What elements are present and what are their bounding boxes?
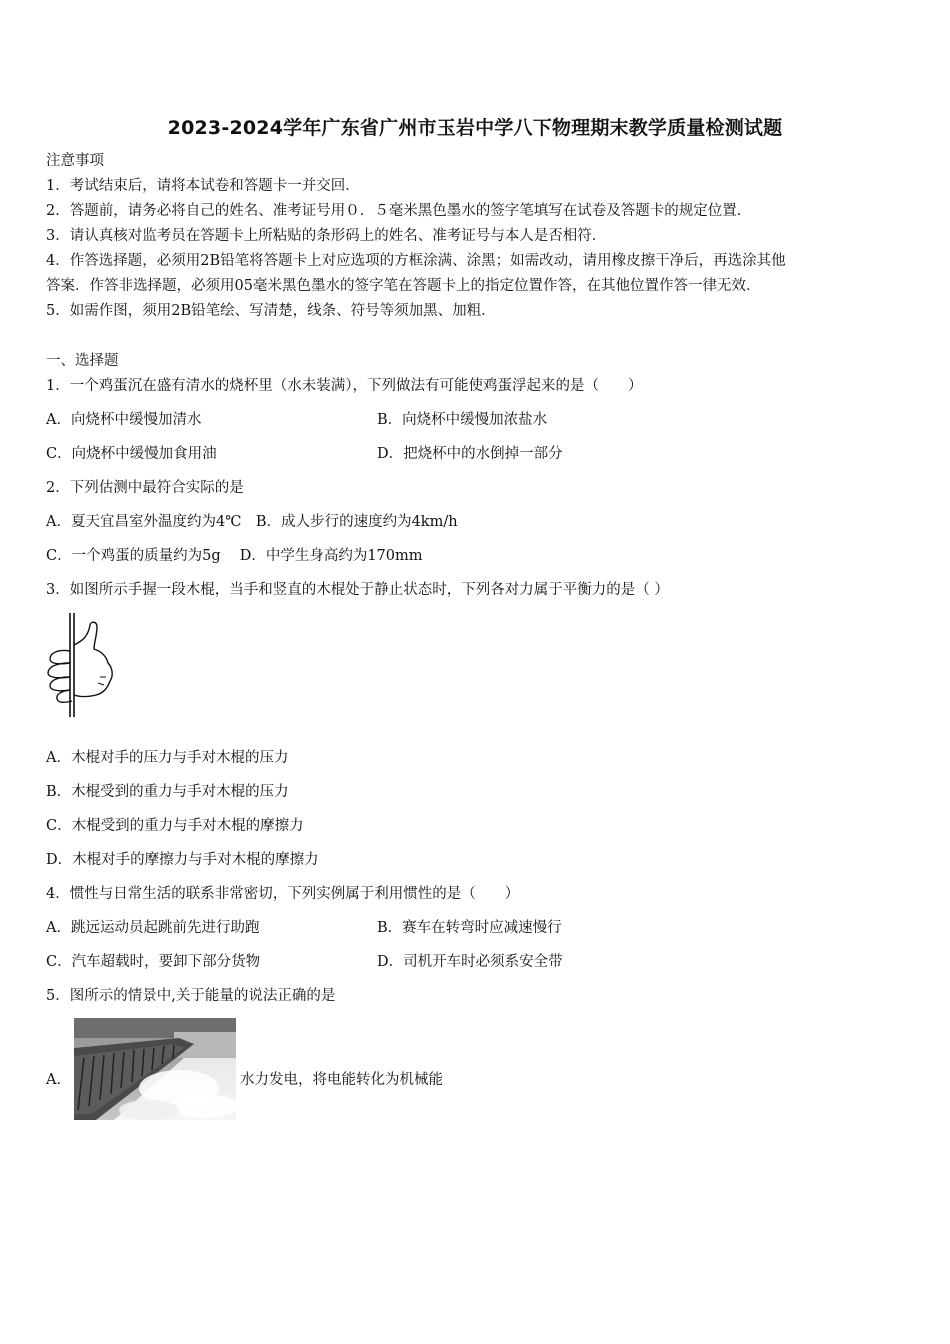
q4-option-d: D．司机开车时必须系安全带 [377, 954, 563, 970]
q3-option-c: C．木棍受到的重力与手对木棍的摩擦力 [46, 818, 304, 834]
q5-option-a-text: 水力发电，将电能转化为机械能 [240, 1072, 443, 1088]
notice-item: 3．请认真核对监考员在答题卡上所粘贴的条形码上的姓名、准考证号与本人是否相符． [46, 228, 607, 244]
q1-option-b: B．向烧杯中缓慢加浓盐水 [377, 412, 548, 428]
question-5-stem: 5．图所示的情景中,关于能量的说法正确的是 [46, 988, 336, 1004]
section-heading: 一、选择题 [46, 353, 119, 369]
q1-option-c: C．向烧杯中缓慢加食用油 [46, 446, 217, 462]
q3-option-d: D．木棍对手的摩擦力与手对木棍的摩擦力 [46, 852, 319, 868]
q2-options-cd: C．一个鸡蛋的质量约为5g D．中学生身高约为170mm [46, 548, 423, 564]
question-1-stem: 1．一个鸡蛋沉在盛有清水的烧杯里（水未装满），下列做法有可能使鸡蛋浮起来的是（ ） [46, 378, 643, 394]
notice-item: 答案．作答非选择题，必须用05毫米黑色墨水的签字笔在答题卡上的指定位置作答，在其他位置作答一律无效． [46, 278, 761, 294]
notice-item: 5．如需作图，须用2B铅笔绘、写清楚，线条、符号等须加黑、加粗． [46, 303, 496, 319]
q3-option-b: B．木棍受到的重力与手对木棍的压力 [46, 784, 289, 800]
q1-option-d: D．把烧杯中的水倒掉一部分 [377, 446, 563, 462]
hydropower-dam-photo [74, 1018, 236, 1120]
question-3-stem: 3．如图所示手握一段木棍，当手和竖直的木棍处于静止状态时，下列各对力属于平衡力的是（ ） [46, 582, 669, 598]
q4-option-a: A．跳远运动员起跳前先进行助跑 [46, 920, 260, 936]
page-title: 2023-2024学年广东省广州市玉岩中学八下物理期末教学质量检测试题 [167, 117, 783, 139]
question-2-stem: 2．下列估测中最符合实际的是 [46, 480, 244, 496]
notice-item: 2．答题前，请务必将自己的姓名、准考证号用０．５毫米黑色墨水的签字笔填写在试卷及答题卡的规定位置． [46, 203, 752, 219]
q3-option-a: A．木棍对手的压力与手对木棍的压力 [46, 750, 289, 766]
q2-options-ab: A．夏天宜昌室外温度约为4℃ B．成人步行的速度约为4km/h [46, 514, 458, 530]
hand-holding-stick-figure [44, 611, 116, 719]
q1-option-a: A．向烧杯中缓慢加清水 [46, 412, 202, 428]
q4-option-c: C．汽车超载时，要卸下部分货物 [46, 954, 261, 970]
q5-option-a-label: A． [46, 1072, 71, 1088]
notice-item: 1．考试结束后，请将本试卷和答题卡一并交回． [46, 178, 360, 194]
question-4-stem: 4．惯性与日常生活的联系非常密切，下列实例属于利用惯性的是（ ） [46, 886, 520, 902]
q4-option-b: B．赛车在转弯时应减速慢行 [377, 920, 562, 936]
notice-item: 4．作答选择题，必须用2B铅笔将答题卡上对应选项的方框涂满、涂黑；如需改动，请用橡皮擦干净后，再选涂其他 [46, 253, 786, 269]
notice-heading: 注意事项 [46, 153, 104, 169]
